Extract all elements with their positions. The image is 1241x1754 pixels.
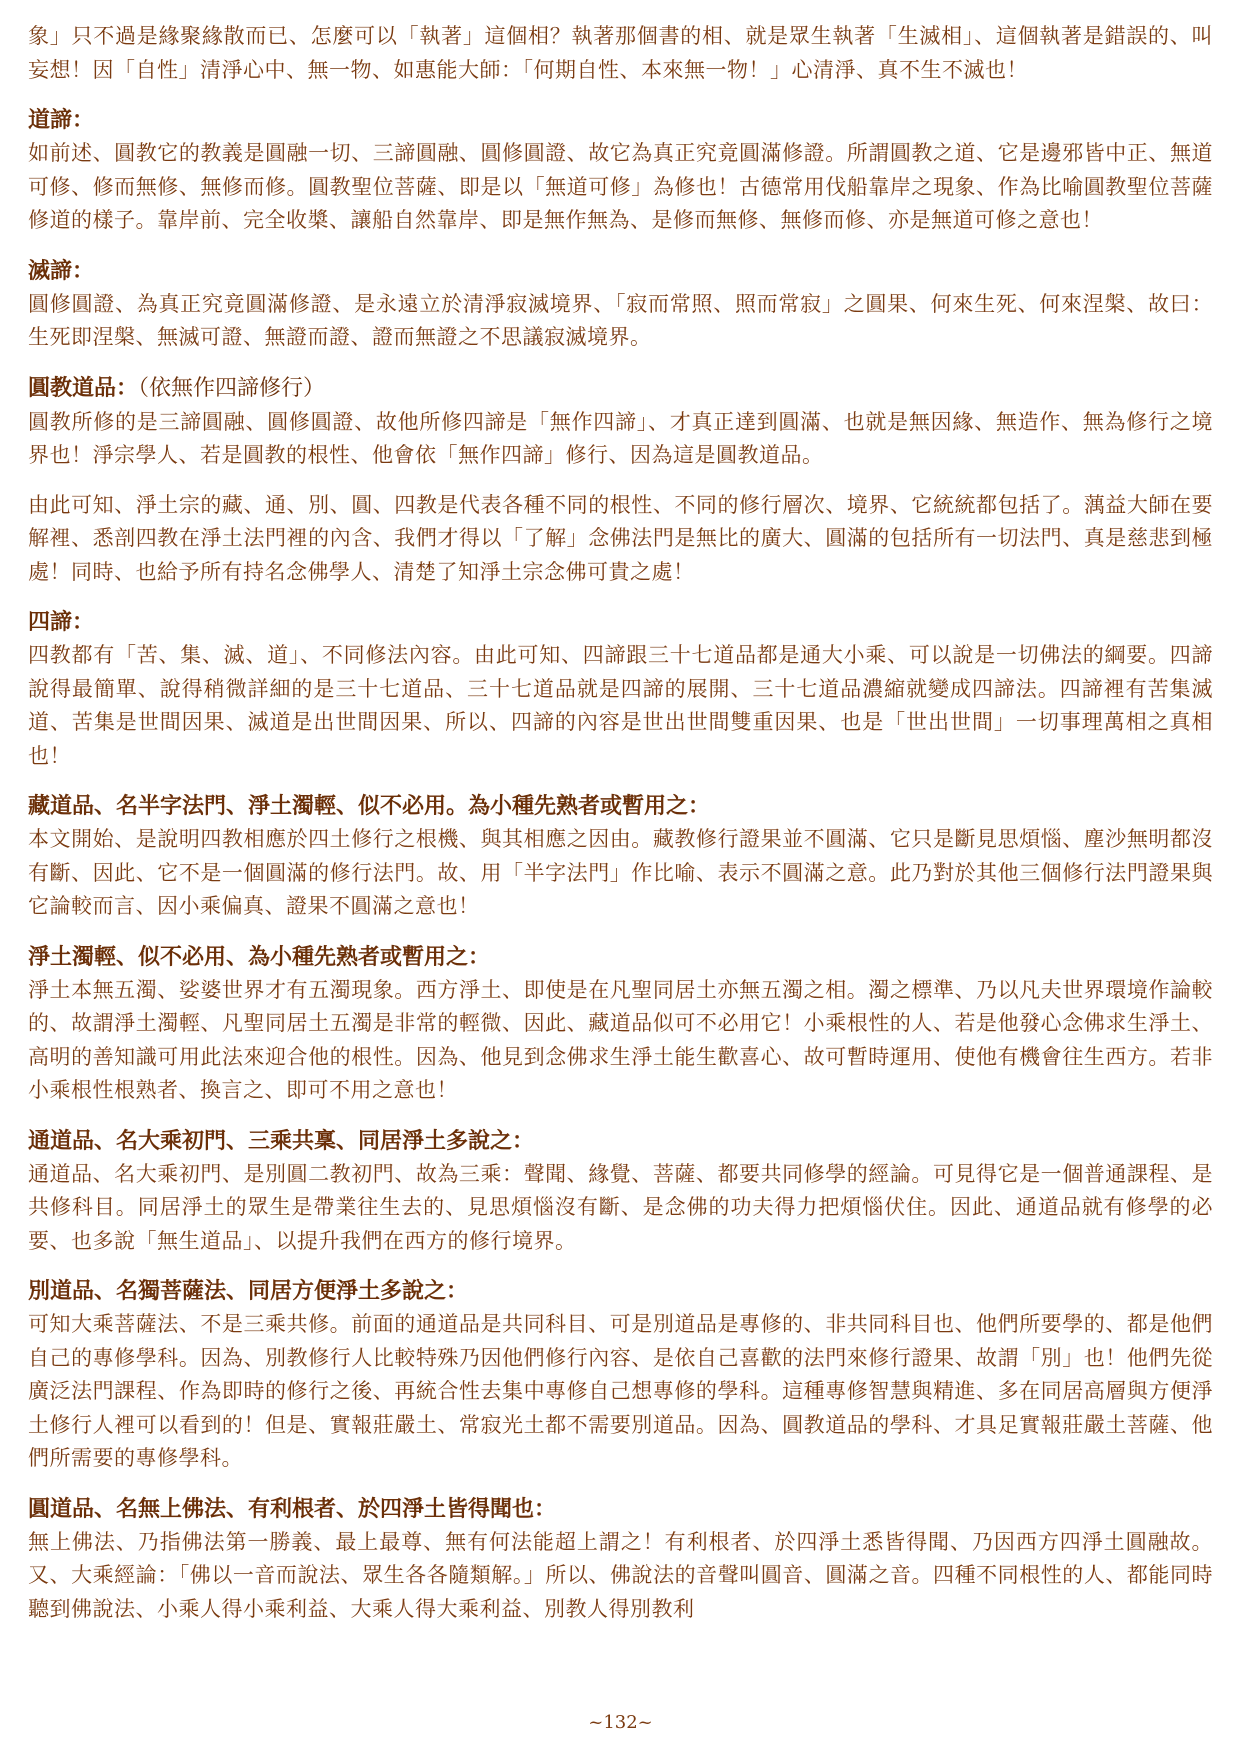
body-paragraph: 如前述、圓教它的教義是圓融一切、三諦圓融、圓修圓證、故它為真正究竟圓滿修證。所謂圓教之道、它是邊邪皆中正、無道可修、修而無修、無修而修。圓教聖位菩薩、即是以「無道可修」為修也！古德常用伐船靠岸之現象、作為比喻圓教聖位菩薩修道的樣子。靠岸前、完全收槳、讓船自然靠岸、即是無作無為、是修而無修、無修而修、亦是無道可修之意也！ <box>28 141 1213 232</box>
section-heading <box>28 1492 1213 1526</box>
body-paragraph: 本文開始、是說明四教相應於四土修行之根機、與其相應之因由。藏教修行證果並不圓滿、它只是斷見思煩惱、塵沙無明都沒有斷、因此、它不是一個圓滿的修行法門。故、用「半字法門」作比喻、表示不圓滿之意。此乃對於其他三個修行法門證果與它論較而言、因小乘偏真、證果不圓滿之意也！ <box>28 827 1213 918</box>
section-gap <box>28 773 1213 789</box>
body-paragraph: 通道品、名大乘初門、是別圓二教初門、故為三乘：聲聞、緣覺、菩薩、都要共同修學的經論。可見得它是一個普通課程、是共修科目。同居淨土的眾生是帶業往生去的、見思煩惱沒有斷、是念佛的功夫得力把煩惱伏住。因此、通道品就有修學的必要、也多說「無生道品」、以提升我們在西方的修行境界。 <box>28 1161 1213 1253</box>
page-number: ~132~ <box>588 1712 653 1733</box>
section-heading-note: （依無作四諦修行） <box>138 375 326 401</box>
body-paragraph: 無上佛法、乃指佛法第一勝義、最上最尊、無有何法能超上謂之！有利根者、於四淨土悉皆得聞、乃因西方四淨土圓融故。又、大乘經論：「佛以一音而說法、眾生各各隨類解。」所以、佛說法的音聲叫圓音、圓滿之音。四種不同根性的人、都能同時聽到佛說法、小乘人得小乘利益、大乘人得大乘利益、別教人得別教利 <box>28 1529 1213 1621</box>
section-gap <box>28 238 1213 254</box>
section-gap <box>28 355 1213 371</box>
section-heading-text: 滅諦： <box>28 257 95 284</box>
page-content <box>28 20 1213 1626</box>
body-paragraph: 淨土本無五濁、娑婆世界才有五濁現象。西方淨土、即使是在凡聖同居土亦無五濁之相。濁之標準、乃以凡夫世界環境作論較的、故謂淨土濁輕、凡聖同居土五濁是非常的輕微、因此、藏道品似可不必用它！小乘根性的人、若是他發心念佛求生淨土、高明的善知識可用此法來迎合他的根性。因為、他見到念佛求生淨土能生歡喜心、故可暫時運用、使他有機會往生西方。若非小乘根性根熟者、換言之、即可不用之意也！ <box>28 977 1213 1102</box>
section-heading <box>28 1274 1213 1308</box>
section-heading-text: 別道品、名獨菩薩法、同居方便淨土多說之： <box>28 1278 469 1304</box>
section-heading-text: 藏道品、名半字法門、淨土濁輕、似不必用。為小種先熟者或暫用之： <box>28 793 711 819</box>
body-paragraph: 圓修圓證、為真正究竟圓滿修證、是永遠立於清淨寂滅境界、「寂而常照、照而常寂」之圓果、何來生死、何來涅槃、故曰：生死即涅槃、無滅可證、無證而證、證而無證之不思議寂滅境界。 <box>28 291 1213 349</box>
section-gap <box>28 924 1213 940</box>
section-heading <box>28 1124 1213 1158</box>
section-heading-text: 道諦： <box>28 107 95 133</box>
section-heading-text: 淨土濁輕、似不必用、為小種先熟者或暫用之： <box>28 943 491 970</box>
section-gap <box>28 1476 1213 1492</box>
body-paragraph: 象」只不過是緣聚緣散而已、怎麼可以「執著」這個相？執著那個書的相、就是眾生執著「生滅相」、這個執著是錯誤的、叫妄想！因「自性」清淨心中、無一物、如惠能大師：「何期自性、本來無一物！」心清淨、真不生不滅也！ <box>28 24 1213 82</box>
section-heading-text: 圓道品、名無上佛法、有利根者、於四淨土皆得聞也： <box>28 1495 557 1522</box>
section-gap <box>28 1108 1213 1124</box>
body-paragraph: 可知大乘菩薩法、不是三乘共修。前面的通道品是共同科目、可是別道品是專修的、非共同科目也、他們所要學的、都是他們自己的專修學科。因為、別教修行人比較特殊乃因他們修行內容、是依自己喜歡的法門來修行證果、故謂「別」也！他們先從廣泛法門課程、作為即時的修行之後、再統合性去集中專修自己想專修的學科。這種專修智慧與精進、多在同居高層與方便淨土修行人裡可以看到的！但是、實報莊嚴土、常寂光土都不需要別道品。因為、圓教道品的學科、才具足實報莊嚴土菩薩、他們所需要的專修學科。 <box>28 1312 1213 1470</box>
section-heading <box>28 789 1213 823</box>
section-gap <box>28 87 1213 103</box>
section-heading <box>28 605 1213 639</box>
section-heading <box>28 940 1213 974</box>
section-heading-text: 通道品、名大乘初門、三乘共稟、同居淨土多說之： <box>28 1127 535 1154</box>
body-paragraph: 圓教所修的是三諦圓融、圓修圓證、故他所修四諦是「無作四諦」、才真正達到圓滿、也就是無因緣、無造作、無為修行之境界也！淨宗學人、若是圓教的根性、他會依「無作四諦」修行、因為這是圓教道品。 <box>28 409 1213 467</box>
section-gap <box>28 1258 1213 1274</box>
paragraph-gap <box>28 473 1213 489</box>
body-paragraph: 由此可知、淨土宗的藏、通、別、圓、四教是代表各種不同的根性、不同的修行層次、境界、它統統都包括了。蕅益大師在要解裡、悉剖四教在淨土法門裡的內含、我們才得以「了解」念佛法門是無比的廣大、圓滿的包括所有一切法門、真是慈悲到極處！同時、也給予所有持名念佛學人、清楚了知淨土宗念佛可貴之處！ <box>28 492 1213 584</box>
section-heading <box>28 254 1213 288</box>
section-heading <box>28 371 1213 406</box>
section-heading <box>28 103 1213 137</box>
section-heading-text: 四諦： <box>28 609 95 635</box>
section-gap <box>28 589 1213 605</box>
body-paragraph: 四教都有「苦、集、滅、道」、不同修法內容。由此可知、四諦跟三十七道品都是通大小乘、可以說是一切佛法的綱要。四諦說得最簡單、說得稍微詳細的是三十七道品、三十七道品就是四諦的展開、三十七道品濃縮就變成四諦法。四諦裡有苦集滅道、苦集是世間因果、滅道是出世間因果、所以、四諦的內容是世出世間雙重因果、也是「世出世間」一切事理萬相之真相也！ <box>28 643 1213 768</box>
section-heading-text: 圓教道品： <box>28 374 139 401</box>
